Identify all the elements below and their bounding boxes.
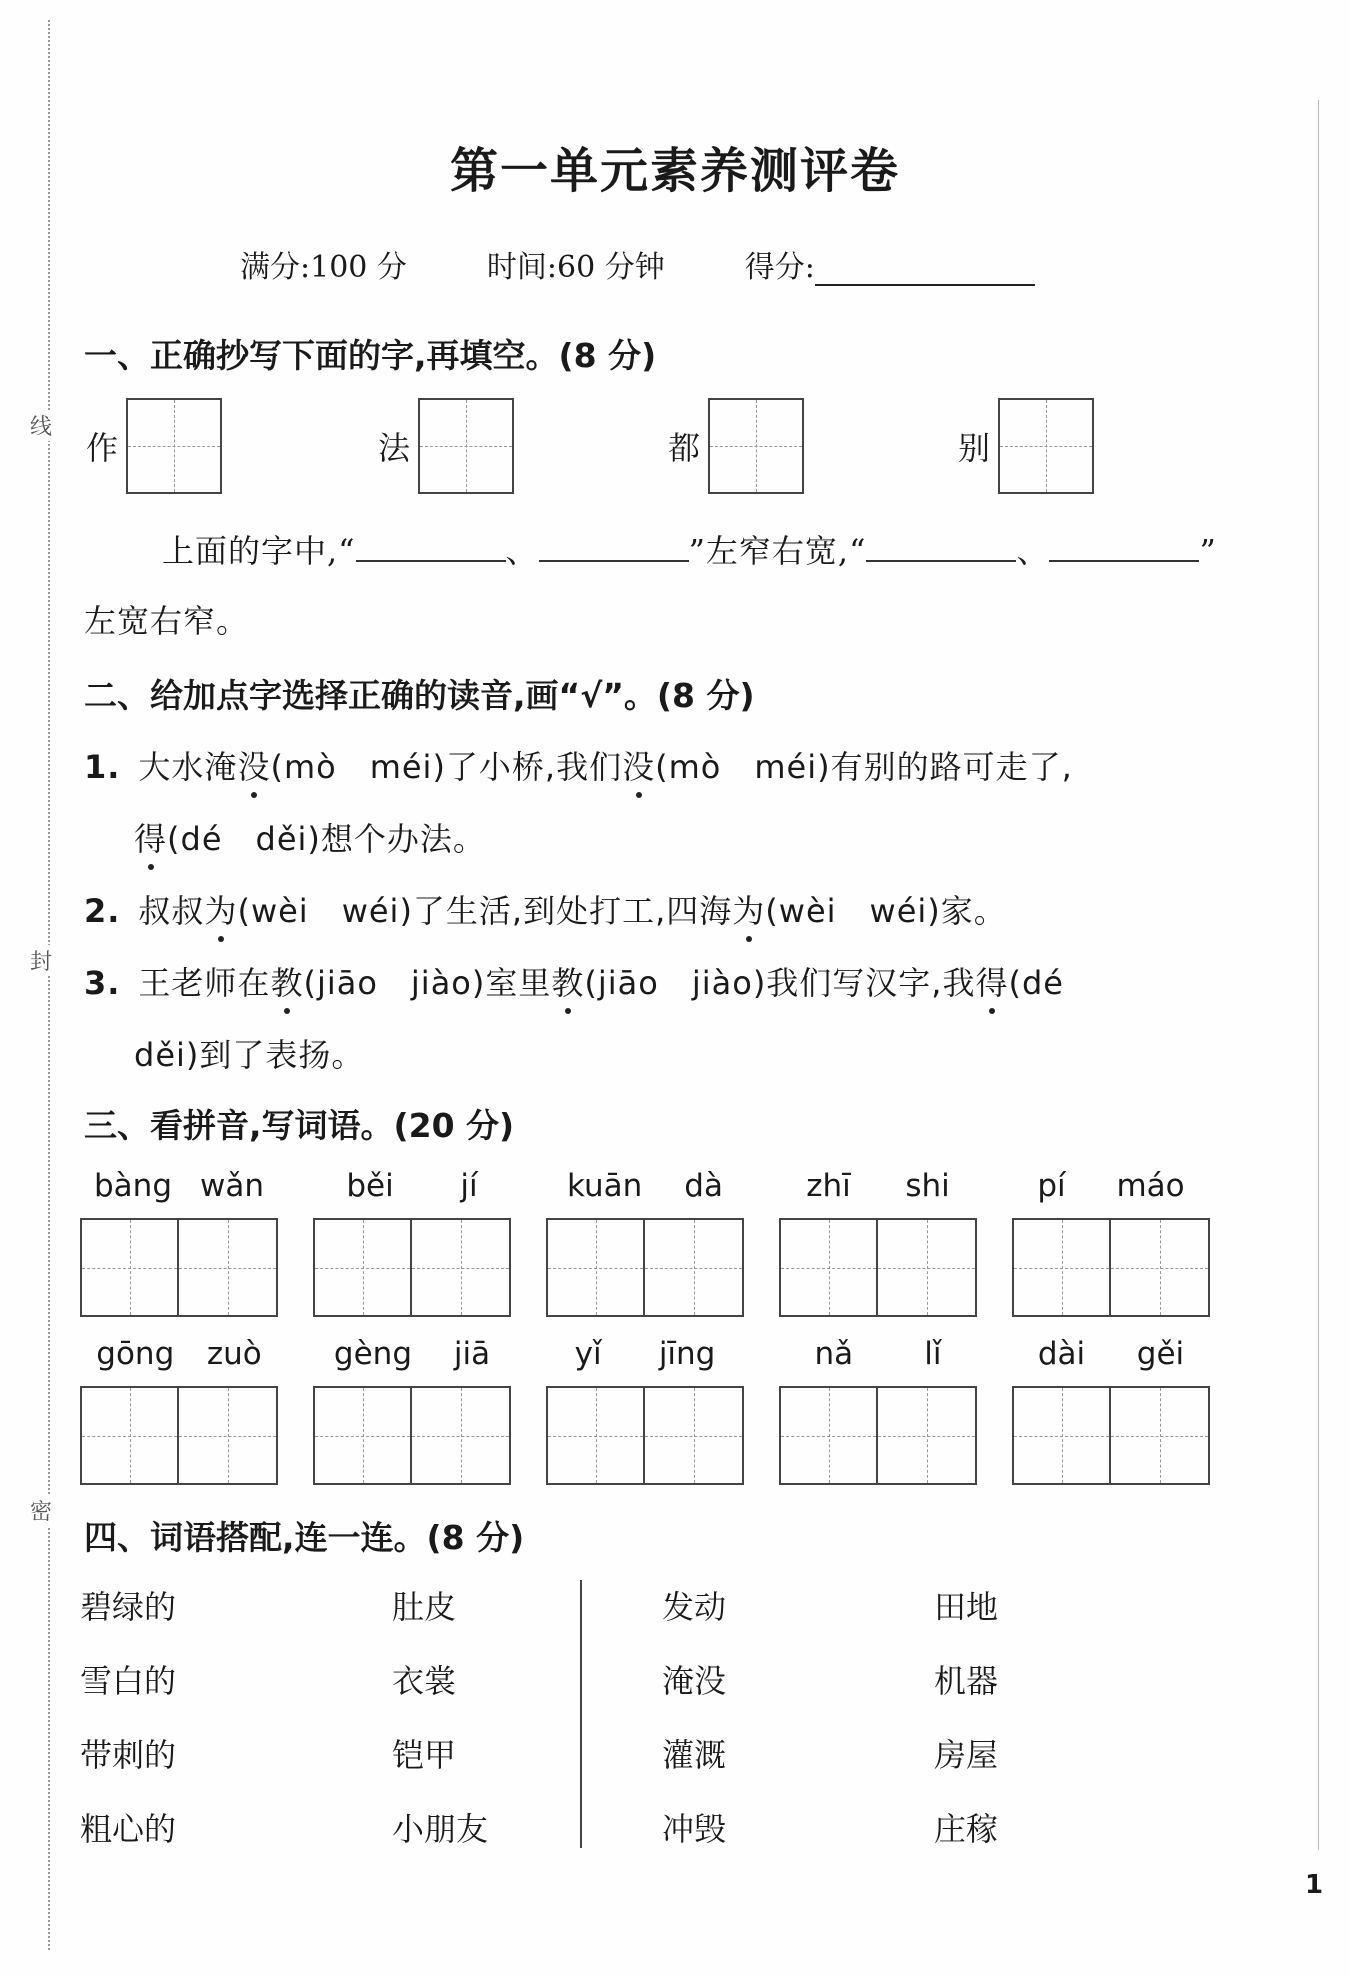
copy-char-group bbox=[378, 398, 514, 494]
dotted-char: 没 bbox=[622, 748, 656, 786]
margin-label-line: 线 bbox=[28, 410, 54, 441]
copy-char: 别 bbox=[958, 429, 991, 467]
margin-label-seal: 封 bbox=[28, 945, 54, 976]
match-word-col4[interactable]: 庄稼 bbox=[934, 1810, 999, 1848]
question-number: 3. bbox=[84, 964, 121, 1002]
match-word-col3[interactable]: 冲毁 bbox=[662, 1810, 727, 1848]
pinyin-choice[interactable]: (wèi wéi)了生活,到处打工,四海 bbox=[237, 892, 733, 930]
section4-heading: 四、词语搭配,连一连。(8 分) bbox=[84, 1518, 525, 1557]
score-label: 得分: bbox=[744, 250, 815, 285]
match-word-col3[interactable]: 发动 bbox=[662, 1588, 727, 1626]
separator: 、 bbox=[1016, 532, 1050, 570]
question-number: 1. bbox=[84, 748, 121, 786]
tianzige-box[interactable] bbox=[412, 1386, 511, 1485]
writing-cells bbox=[546, 1386, 744, 1485]
copy-char-group bbox=[668, 398, 804, 494]
writing-cells bbox=[80, 1218, 278, 1317]
pinyin-word bbox=[313, 1336, 511, 1485]
score-field[interactable] bbox=[745, 242, 1035, 286]
score-blank[interactable] bbox=[815, 250, 1035, 286]
pinyin-row bbox=[80, 1168, 278, 1208]
pinyin-row bbox=[1012, 1336, 1210, 1376]
binding-dotted-line bbox=[48, 20, 50, 1950]
pinyin-syllable: shi bbox=[905, 1168, 950, 1204]
tianzige-box[interactable] bbox=[80, 1386, 179, 1485]
pinyin-word bbox=[779, 1168, 977, 1317]
tianzige-box[interactable] bbox=[179, 1386, 278, 1485]
pinyin-syllable: gōng bbox=[96, 1336, 175, 1372]
pinyin-word bbox=[546, 1336, 744, 1485]
pinyin-word bbox=[1012, 1168, 1210, 1317]
match-word-col2[interactable]: 衣裳 bbox=[392, 1662, 457, 1700]
pinyin-syllable: pí bbox=[1037, 1168, 1066, 1204]
pinyin-row bbox=[546, 1168, 744, 1208]
tianzige-box[interactable] bbox=[126, 398, 222, 494]
pinyin-syllable: gěi bbox=[1136, 1336, 1185, 1372]
pinyin-syllable: kuān bbox=[567, 1168, 643, 1204]
pinyin-row bbox=[546, 1336, 744, 1376]
match-word-col1[interactable]: 碧绿的 bbox=[80, 1588, 177, 1626]
writing-cells bbox=[80, 1386, 278, 1485]
pinyin-choice[interactable]: (dé bbox=[1008, 964, 1064, 1002]
copy-char-group bbox=[958, 398, 1094, 494]
match-word-col3[interactable]: 淹没 bbox=[662, 1662, 727, 1700]
fill-sentence bbox=[162, 526, 1217, 572]
fill-middle: ”左窄右宽,“ bbox=[688, 532, 867, 570]
copy-char: 作 bbox=[86, 429, 119, 467]
pinyin-choice[interactable]: děi)到了表扬。 bbox=[134, 1036, 365, 1074]
text: 叔叔 bbox=[138, 892, 205, 930]
writing-cells bbox=[779, 1218, 977, 1317]
dotted-char: 为 bbox=[732, 892, 766, 930]
tianzige-box[interactable] bbox=[546, 1386, 645, 1485]
tianzige-box[interactable] bbox=[1012, 1386, 1111, 1485]
pinyin-syllable: jīng bbox=[658, 1336, 716, 1372]
pinyin-row bbox=[313, 1168, 511, 1208]
answer-blank[interactable] bbox=[356, 530, 506, 562]
pinyin-syllable: jiā bbox=[453, 1336, 491, 1372]
match-word-col1[interactable]: 带刺的 bbox=[80, 1736, 177, 1774]
match-word-col4[interactable]: 房屋 bbox=[934, 1736, 999, 1774]
tianzige-box[interactable] bbox=[1111, 1386, 1210, 1485]
question-1-line-2 bbox=[134, 814, 486, 860]
pinyin-syllable: běi bbox=[346, 1168, 394, 1204]
tianzige-box[interactable] bbox=[313, 1218, 412, 1317]
full-score: 满分:100 分 bbox=[240, 250, 407, 285]
match-word-col2[interactable]: 肚皮 bbox=[392, 1588, 457, 1626]
margin-label-secret: 密 bbox=[28, 1495, 54, 1526]
close-quote: ” bbox=[1199, 532, 1217, 570]
writing-cells bbox=[1012, 1386, 1210, 1485]
pinyin-syllable: bàng bbox=[94, 1168, 172, 1204]
tianzige-box[interactable] bbox=[645, 1218, 744, 1317]
pinyin-word bbox=[313, 1168, 511, 1317]
dotted-char: 得 bbox=[134, 820, 168, 858]
text: 大水淹 bbox=[138, 748, 238, 786]
tianzige-box[interactable] bbox=[998, 398, 1094, 494]
tianzige-box[interactable] bbox=[546, 1218, 645, 1317]
answer-blank[interactable] bbox=[866, 530, 1016, 562]
match-word-col2[interactable]: 铠甲 bbox=[392, 1736, 457, 1774]
section1-heading: 一、正确抄写下面的字,再填空。(8 分) bbox=[84, 336, 657, 375]
pinyin-choice[interactable]: (wèi wéi)家。 bbox=[765, 892, 1007, 930]
writing-cells bbox=[313, 1218, 511, 1317]
page-title: 第一单元素养测评卷 bbox=[449, 143, 900, 199]
section3-heading: 三、看拼音,写词语。(20 分) bbox=[84, 1106, 515, 1145]
pinyin-syllable: yǐ bbox=[574, 1336, 602, 1372]
pinyin-word bbox=[80, 1336, 278, 1485]
pinyin-choice[interactable]: (jiāo jiào)我们写汉字,我 bbox=[584, 964, 976, 1002]
pinyin-syllable: máo bbox=[1116, 1168, 1185, 1204]
question-3-line-2 bbox=[134, 1030, 364, 1076]
copy-char-group bbox=[86, 398, 222, 494]
tianzige-box[interactable] bbox=[1012, 1218, 1111, 1317]
pinyin-choice[interactable]: (mò méi)有别的路可走了, bbox=[655, 748, 1073, 786]
dotted-char: 为 bbox=[204, 892, 238, 930]
match-word-col4[interactable]: 机器 bbox=[934, 1662, 999, 1700]
fill-prefix: 上面的字中,“ bbox=[162, 532, 356, 570]
tianzige-box[interactable] bbox=[779, 1386, 878, 1485]
writing-cells bbox=[1012, 1218, 1210, 1317]
fill-sentence-tail: 左宽右窄。 bbox=[84, 602, 250, 640]
pinyin-syllable: dà bbox=[684, 1168, 723, 1204]
tianzige-box[interactable] bbox=[779, 1218, 878, 1317]
dotted-char: 得 bbox=[975, 964, 1009, 1002]
question-number: 2. bbox=[84, 892, 121, 930]
pinyin-word bbox=[80, 1168, 278, 1317]
right-margin-rule bbox=[1318, 100, 1319, 1850]
answer-blank[interactable] bbox=[539, 530, 689, 562]
match-word-col4[interactable]: 田地 bbox=[934, 1588, 999, 1626]
page-number: 1 bbox=[1305, 1870, 1324, 1900]
pinyin-syllable: lǐ bbox=[924, 1336, 942, 1372]
pinyin-choice[interactable]: (jiāo jiào)室里 bbox=[303, 964, 552, 1002]
tianzige-box[interactable] bbox=[708, 398, 804, 494]
tianzige-box[interactable] bbox=[645, 1386, 744, 1485]
tianzige-box[interactable] bbox=[418, 398, 514, 494]
pinyin-word bbox=[1012, 1336, 1210, 1485]
section2-heading: 二、给加点字选择正确的读音,画“√”。(8 分) bbox=[84, 676, 755, 715]
copy-char: 都 bbox=[668, 429, 701, 467]
pinyin-syllable: wǎn bbox=[200, 1168, 264, 1204]
pinyin-row bbox=[80, 1336, 278, 1376]
match-word-col1[interactable]: 粗心的 bbox=[80, 1810, 177, 1848]
dotted-char: 教 bbox=[270, 964, 304, 1002]
pinyin-word bbox=[546, 1168, 744, 1317]
answer-blank[interactable] bbox=[1049, 530, 1199, 562]
match-word-col3[interactable]: 灌溉 bbox=[662, 1736, 727, 1774]
question-1-line-1 bbox=[84, 742, 1073, 788]
writing-cells bbox=[313, 1386, 511, 1485]
column-divider bbox=[580, 1580, 582, 1848]
pinyin-syllable: zuò bbox=[206, 1336, 262, 1372]
match-word-col2[interactable]: 小朋友 bbox=[392, 1810, 489, 1848]
copy-char: 法 bbox=[378, 429, 411, 467]
pinyin-row bbox=[313, 1336, 511, 1376]
pinyin-choice[interactable]: (mò méi)了小桥,我们 bbox=[270, 748, 623, 786]
pinyin-syllable: nǎ bbox=[814, 1336, 854, 1372]
pinyin-row bbox=[779, 1168, 977, 1208]
writing-cells bbox=[779, 1386, 977, 1485]
pinyin-row bbox=[779, 1336, 977, 1376]
writing-cells bbox=[546, 1218, 744, 1317]
pinyin-syllable: zhī bbox=[806, 1168, 851, 1204]
tianzige-box[interactable] bbox=[80, 1218, 179, 1317]
dotted-char: 教 bbox=[551, 964, 585, 1002]
tianzige-box[interactable] bbox=[878, 1218, 977, 1317]
pinyin-word bbox=[779, 1336, 977, 1485]
question-3-line-1 bbox=[84, 958, 1064, 1004]
pinyin-row bbox=[1012, 1168, 1210, 1208]
tianzige-box[interactable] bbox=[179, 1218, 278, 1317]
exam-meta bbox=[240, 242, 1035, 286]
tianzige-box[interactable] bbox=[412, 1218, 511, 1317]
tianzige-box[interactable] bbox=[313, 1386, 412, 1485]
pinyin-syllable: gèng bbox=[333, 1336, 412, 1372]
match-word-col1[interactable]: 雪白的 bbox=[80, 1662, 177, 1700]
text: 王老师在 bbox=[138, 964, 271, 1002]
question-2 bbox=[84, 886, 1007, 932]
pinyin-syllable: dài bbox=[1037, 1336, 1086, 1372]
dotted-char: 没 bbox=[237, 748, 271, 786]
time-limit: 时间:60 分钟 bbox=[486, 250, 665, 285]
pinyin-choice[interactable]: (dé děi)想个办法。 bbox=[167, 820, 486, 858]
pinyin-syllable: jí bbox=[460, 1168, 478, 1204]
tianzige-box[interactable] bbox=[1111, 1218, 1210, 1317]
tianzige-box[interactable] bbox=[878, 1386, 977, 1485]
separator: 、 bbox=[505, 532, 539, 570]
